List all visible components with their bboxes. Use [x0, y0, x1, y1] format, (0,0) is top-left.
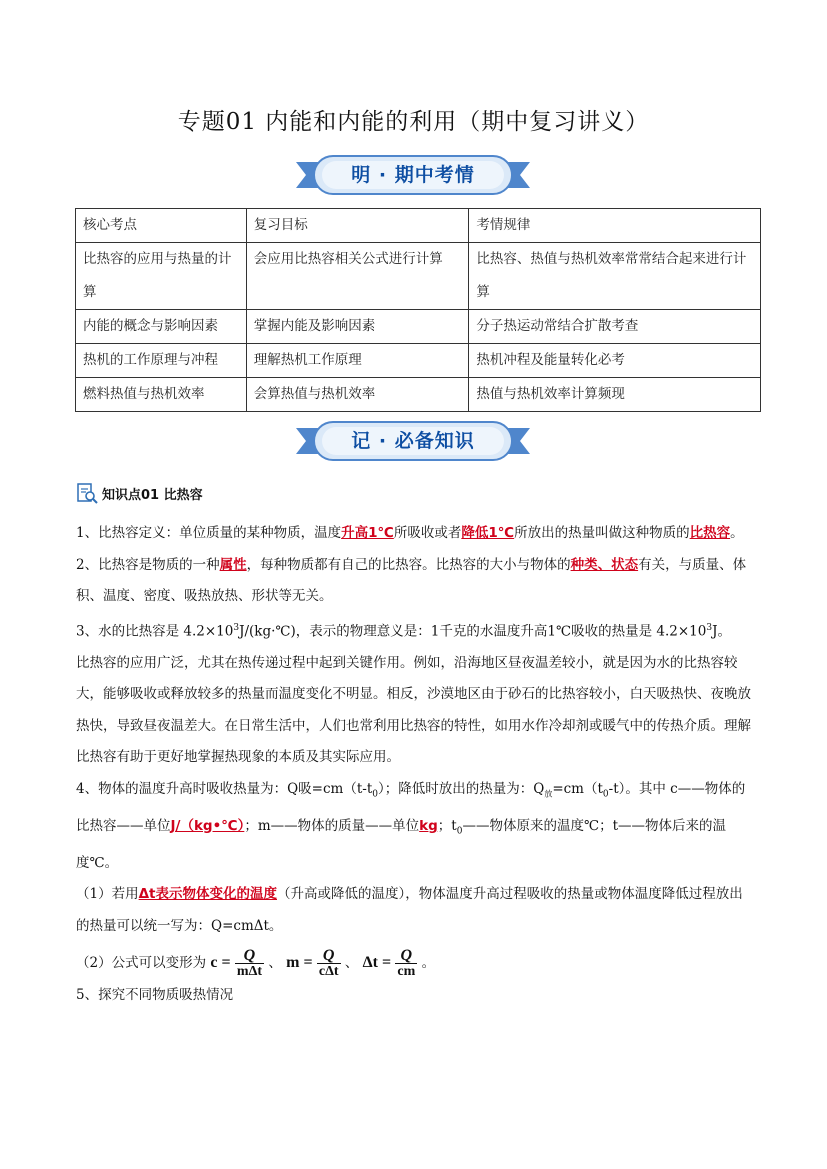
text: ；t [437, 817, 457, 834]
highlight: kg [419, 817, 438, 834]
table-cell: 理解热机工作原理 [246, 344, 469, 378]
text: 所吸收或者 [393, 525, 462, 541]
formula-lhs: Δt = [362, 954, 392, 972]
paragraph-1 [76, 518, 756, 550]
fraction [395, 948, 417, 979]
section-banner-knowledge [296, 420, 530, 462]
highlight: 比热容 [689, 525, 731, 541]
text: ）；降低时放出的热量为：Q [377, 780, 545, 797]
paragraph-3 [76, 613, 756, 648]
table-cell: 热机冲程及能量转化必考 [469, 344, 761, 378]
fraction [235, 948, 264, 979]
fraction [317, 948, 341, 979]
table-cell: 热机的工作原理与冲程 [76, 344, 247, 378]
text: ，每种物质都有自己的比热容。比热容的大小与物体的 [246, 556, 571, 573]
table-header-cell: 复习目标 [246, 209, 469, 243]
text: （升高或降低的温度），物体温度升高过程吸收的热量或物体温度降低过程放出的热量可以统一写为：Q=cmΔt。 [76, 886, 743, 934]
text: ；m——物体的质量——单位 [244, 817, 420, 834]
separator: 、 [268, 955, 282, 972]
text: -t）。其中 c——物体的比热容——单位 [76, 780, 746, 834]
table-cell: 内能的概念与影响因素 [76, 310, 247, 344]
text: 所放出的热量叫做这种物质的 [514, 525, 690, 541]
table-cell: 热值与热机效率计算频现 [469, 378, 761, 412]
paragraph-application: 比热容的应用广泛，尤其在热传递过程中起到关键作用。例如，沿海地区昼夜温差较小，就是因为水的比热容较大，能够吸收或释放较多的热量而温度变化不明显。相反，沙漠地区由于砂石的比热容较小，白天吸热快、夜晚放热快，导致昼夜温差大。在日常生活中，人们也常利用比热容的特性，如用水作冷却剂或暖气中的传热介质。理解比热容有助于更好地掌握热现象的本质及其实际应用。 [76, 654, 751, 765]
superscript: 3 [233, 622, 240, 633]
denominator: mΔt [236, 964, 263, 980]
text: 3、水的比热容是 4.2×10 [76, 623, 234, 639]
section-banner-exam [296, 154, 530, 196]
table-cell: 分子热运动常结合扩散考查 [469, 310, 761, 344]
text: J。 [712, 623, 731, 639]
text: =cm（t [552, 780, 603, 797]
paragraph-7: 5、探究不同物质吸热情况 [76, 987, 234, 1004]
table-cell: 燃料热值与热机效率 [76, 378, 247, 412]
text: 4、物体的温度升高时吸收热量为：Q吸=cm（t-t [76, 780, 373, 797]
formula-lhs: c = [210, 954, 231, 972]
table-cell: 掌握内能及影响因素 [246, 310, 469, 344]
text: 。 [421, 955, 436, 972]
knowledge-point-title: 知识点01 比热容 [102, 487, 203, 503]
numerator: Q [317, 948, 341, 964]
document-search-icon [76, 482, 98, 504]
highlight: 降低1℃ [461, 525, 515, 541]
banner-title: 明 · 期中考情 [351, 164, 475, 186]
numerator: Q [395, 948, 417, 964]
numerator: Q [235, 948, 264, 964]
subscript: 0 [456, 826, 463, 837]
separator: 、 [344, 955, 359, 972]
table-row [76, 378, 761, 412]
highlight: J/（kg•℃） [170, 817, 245, 834]
highlight: 种类、状态 [570, 556, 639, 573]
table-cell: 会算热值与热机效率 [246, 378, 469, 412]
table-cell: 会应用比热容相关公式进行计算 [246, 243, 469, 310]
paragraph-5 [76, 879, 756, 942]
subscript: 放 [544, 789, 553, 799]
subscript: 0 [602, 789, 609, 800]
table-header-row [76, 209, 761, 243]
highlight: 升高1℃ [341, 525, 394, 541]
text: J/(kg·℃)，表示的物理意义是：1千克的水温度升高1℃吸收的热量是 4.2×10 [239, 623, 707, 639]
table-row [76, 243, 761, 310]
highlight: 属性 [219, 556, 247, 573]
subscript: 0 [372, 789, 378, 800]
knowledge-point-heading [76, 482, 203, 504]
denominator: cΔt [318, 964, 339, 980]
text: 有关，与质量、体积、温度、密度、吸热放热、形状等无关。 [76, 556, 747, 604]
formula-lhs: m = [286, 954, 313, 972]
text: ——物体原来的温度℃；t——物体后来的温度℃。 [76, 817, 726, 871]
text: 。 [730, 525, 744, 541]
paragraph-2 [76, 550, 756, 613]
table-row [76, 344, 761, 378]
highlight: Δt表示物体变化的温度 [138, 886, 277, 903]
paragraph-4 [76, 774, 756, 880]
exam-overview-table [75, 208, 761, 412]
table-cell: 比热容、热值与热机效率常常结合起来进行计算 [469, 243, 761, 310]
superscript: 3 [706, 622, 713, 633]
text: （1）若用 [76, 886, 139, 903]
table-header-cell: 核心考点 [76, 209, 247, 243]
text: 2、比热容是物质的一种 [76, 556, 220, 573]
table-cell: 比热容的应用与热量的计算 [76, 243, 247, 310]
text: （2）公式可以变形为 [76, 955, 207, 972]
denominator: cm [397, 964, 416, 980]
content-body [76, 518, 756, 1006]
banner-title: 记 · 必备知识 [351, 430, 475, 452]
paragraph-6 [76, 942, 756, 984]
table-row [76, 310, 761, 344]
page-title: 专题01 内能和内能的利用（期中复习讲义） [177, 109, 650, 135]
text: 1、比热容定义：单位质量的某种物质，温度 [76, 525, 342, 541]
table-header-cell: 考情规律 [469, 209, 761, 243]
